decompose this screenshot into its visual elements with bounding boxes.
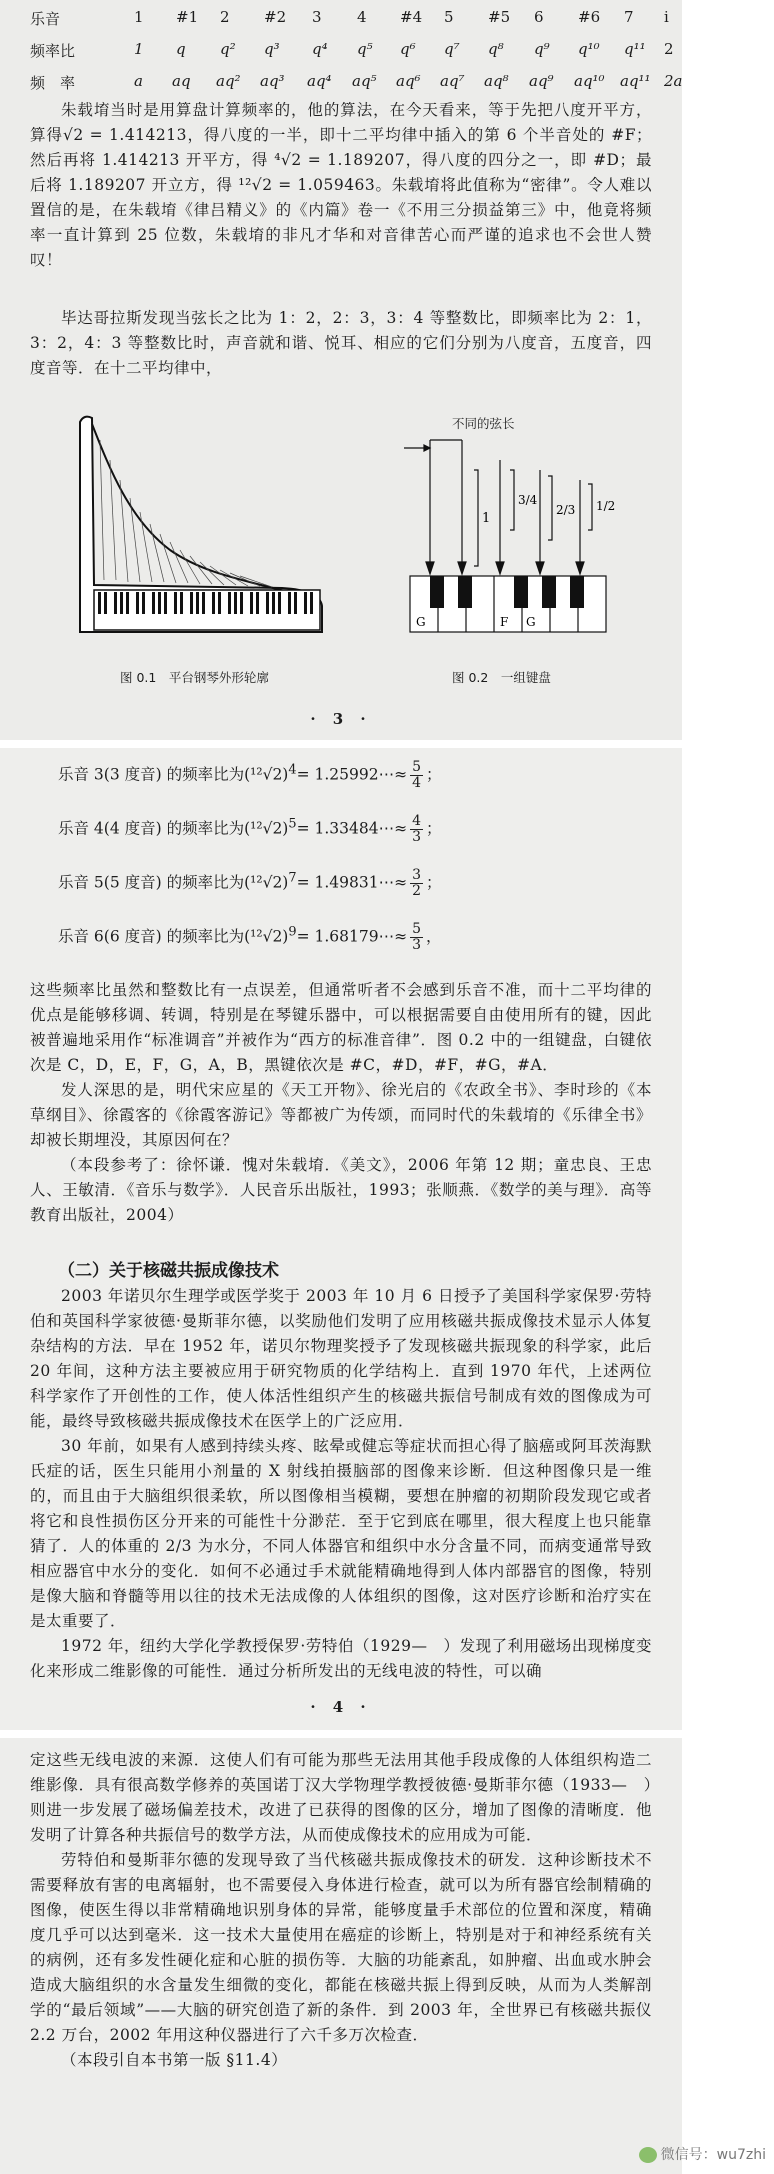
numerator: 3 <box>412 867 421 883</box>
formula-suffix: ； <box>426 819 442 838</box>
paragraph: 劳特伯和曼斯菲尔德的发现导致了当代核磁共振成像技术的研发．这种诊断技术不需要释放有害的电离辐射，也不需要侵入身体进行检查，就可以为所有器官绘制精确的图像，使医生得以非常精确地识别身体的异常，能够度量手术部位的位置和深度，精确度几乎可以达到毫米．这一技术大量使用在癌症的诊断上，特别是对于和神经系统有关的病例，还有多发性硬化症和心脏的损伤等．大脑的功能紊乱，如肿瘤、出血或水肿会造成大脑组织的水含量发生细微的变化，都能在核磁共振上得到反映，从而为人类解剖学的“最后领域”——大脑的研究创造了新的条件．到 2003 年，全世界已有核磁共振仪 2.2 万台，2002 年用这种仪器进行了六千多万次检查． <box>30 1851 652 2044</box>
table-cell: i <box>664 8 669 26</box>
denominator: 2 <box>412 883 421 899</box>
table-cell: aq¹¹ <box>620 72 651 90</box>
ratio-label: 3/4 <box>518 493 538 507</box>
page-5 <box>0 1738 682 2174</box>
formula-line <box>58 922 442 953</box>
figure-caption: 图 0.2 一组键盘 <box>452 670 551 685</box>
paragraph: 1972 年，纽约大学化学教授保罗·劳特伯（1929— ）发现了利用磁场出现梯度变化来形成二维影像的可能性．通过分析所发出的无线电波的特性，可以确 <box>30 1637 652 1680</box>
denominator: 3 <box>412 829 421 845</box>
table-cell: aq² <box>216 72 241 90</box>
table-cell: 4 <box>357 8 367 26</box>
table-cell: q¹⁰ <box>578 40 600 58</box>
table-cell: #6 <box>578 8 601 26</box>
keyboard-figure <box>402 436 662 636</box>
text-block <box>30 1284 652 1684</box>
formula-suffix: ； <box>426 873 442 892</box>
table-cell: 3 <box>312 8 322 26</box>
table-cell: 5 <box>444 8 454 26</box>
paragraph: 发人深思的是，明代宋应星的《天工开物》、徐光启的《农政全书》、李时珍的《本草纲目》、徐霞客的《徐霞客游记》等都被广为传颂，而同时代的朱载堉的《乐律全书》却被长期埋没，其原因何在？ <box>30 1081 652 1149</box>
table-cell: q⁷ <box>444 40 460 58</box>
text-block <box>30 98 652 273</box>
formula-text: 乐音 6(6 度音) 的频率比为(¹²√2) <box>58 927 289 946</box>
page-number: · 4 · <box>310 1698 372 1716</box>
paragraph: 30 年前，如果有人感到持续头疼、眩晕或健忘等症状而担心得了脑癌或阿耳茨海默氏症的话，医生只能用小剂量的 X 射线拍摄脑部的图像来诊断．但这种图像只是一维的，而且由于大脑组织很柔软，所以图像相当模糊，要想在肿瘤的初期阶段发现它或者将它和良性损伤区分开来的可能性十分渺茫．至于它到底在哪里，很大程度上也只能靠猜了．人的体重的 2/3 为水分，不同人体器官和组织中水分含量不同，而病变通常导致相应器官中水分的变化．如何不必通过手术就能精确地得到人体内部器官的图像，特别是像大脑和脊髓等用以往的技术无法成像的人体组织的图像，这对医疗诊断和治疗实在是太重要了． <box>30 1437 652 1630</box>
table-cell: #2 <box>264 8 287 26</box>
table-cell: #5 <box>488 8 511 26</box>
table-cell: aq¹⁰ <box>574 72 605 90</box>
formula-line <box>58 760 442 791</box>
row-label: 乐音 <box>30 10 61 28</box>
table-cell: 2 <box>220 8 230 26</box>
paragraph: （本段引自本书第一版 §11.4） <box>61 2051 288 2069</box>
fraction <box>410 922 423 953</box>
numerator: 5 <box>412 921 421 937</box>
table-cell: q⁶ <box>400 40 416 58</box>
paragraph: 朱载堉当时是用算盘计算频率的，他的算法，在今天看来，等于先把八度开平方，算得√2 = 1.414213，得八度的一半，即十二平均律中插入的第 6 个半音处的 #F；然后再将 1.414213 开平方，得 ⁴√2 = 1.189207，得八度的四分之一，即 #D；最后将 1.189207 开立方，得 ¹²√2 = 1.059463。朱载堉将此值称为“密律”。令人难以置信的是，在朱载堉《律吕精义》的《内篇》卷一《不用三分损益第三》中，他竟将频率一直计算到 25 位数，朱载堉的非凡才华和对音律苦心而严谨的追求也不会世人赞叹！ <box>30 101 652 269</box>
paragraph: 2003 年诺贝尔生理学或医学奖于 2003 年 10 月 6 日授予了美国科学家保罗·劳特伯和英国科学家彼德·曼斯菲尔德，以奖励他们发明了应用核磁共振成像技术显示人体复杂结构的方法．早在 1952 年，诺贝尔物理奖授予了发现核磁共振现象的科学家，此后 20 年间，这种方法主要被应用于研究物质的化学结构上．直到 1970 年代，上述两位科学家作了开创性的工作，使人体活性组织产生的核磁共振信号制成有效的图像成为可能，最终导致核磁共振成像技术在医学上的广泛应用． <box>30 1287 652 1430</box>
fraction <box>410 814 423 845</box>
table-cell: q <box>176 40 186 58</box>
table-cell: 2 <box>664 40 674 58</box>
ratio-label: 1/2 <box>596 499 616 513</box>
wechat-watermark <box>639 2144 766 2164</box>
paragraph: （本段参考了：徐怀谦．愧对朱载堉．《美文》，2006 年第 12 期；童忠良、王忠人、王敏清．《音乐与数学》．人民音乐出版社，1993；张顺燕．《数学的美与理》．高等教育出版社，2004） <box>30 1156 652 1224</box>
table-cell: q⁸ <box>488 40 504 58</box>
key-label: G <box>526 615 536 629</box>
page-number: · 3 · <box>310 710 372 728</box>
row-label: 频 率 <box>30 74 76 92</box>
row-label: 频率比 <box>30 42 76 60</box>
key-label: F <box>500 615 509 629</box>
formula-value: = 1.68179⋯≈ <box>296 927 408 946</box>
formula-suffix: ， <box>426 927 442 946</box>
table-cell: aq⁷ <box>440 72 465 90</box>
fraction <box>410 868 423 899</box>
formula-value: = 1.49831⋯≈ <box>296 873 408 892</box>
table-cell: q² <box>220 40 236 58</box>
formula-text: 乐音 3(3 度音) 的频率比为(¹²√2) <box>58 765 289 784</box>
wechat-icon <box>639 2147 657 2163</box>
text-block <box>30 1748 652 2073</box>
denominator: 3 <box>412 937 421 953</box>
table-cell: #4 <box>400 8 423 26</box>
table-cell: aq⁶ <box>396 72 421 90</box>
formula-exponent: 9 <box>288 924 297 940</box>
table-cell: q⁹ <box>534 40 550 58</box>
fraction <box>410 760 423 791</box>
table-cell: q⁴ <box>312 40 328 58</box>
table-cell: aq³ <box>260 72 285 90</box>
figure-caption: 图 0.1 平台钢琴外形轮廓 <box>120 670 269 685</box>
formula-exponent: 5 <box>288 816 297 832</box>
piano-outline-figure <box>70 410 330 635</box>
table-cell: 1 <box>134 40 144 58</box>
page-3 <box>0 0 682 740</box>
figure-label: 不同的弦长 <box>452 416 515 431</box>
paragraph: 这些频率比虽然和整数比有一点误差，但通常听者不会感到乐音不准，而十二平均律的优点是能够移调、转调，特别是在琴键乐器中，可以根据需要自由使用所有的键，因此被普遍地采用作“标准调音”并被作为“西方的标准音律”．图 0.2 中的一组键盘，白键依次是 C，D，E，F，G，A，B，黑键依次是 #C，#D，#F，#G，#A． <box>30 981 652 1074</box>
table-cell: 1 <box>134 8 144 26</box>
formula-line <box>58 814 442 845</box>
paragraph: 毕达哥拉斯发现当弦长之比为 1：2，2：3，3：4 等整数比，即频率比为 2：1，3：2，4：3 等整数比时，声音就和谐、悦耳、相应的它们分别为八度音，五度音，四度音等．在十二平均律中， <box>30 309 652 377</box>
text-block <box>30 978 652 1228</box>
watermark-text: 微信号：wu7zhi <box>660 2147 766 2163</box>
section-heading: （二）关于核磁共振成像技术 <box>58 1261 279 1281</box>
table-cell: aq⁴ <box>307 72 332 90</box>
formula-line <box>58 868 442 899</box>
key-label: G <box>416 615 426 629</box>
table-cell: aq⁵ <box>352 72 377 90</box>
table-cell: q¹¹ <box>624 40 646 58</box>
denominator: 4 <box>412 775 421 791</box>
formula-text: 乐音 4(4 度音) 的频率比为(¹²√2) <box>58 819 289 838</box>
table-cell: q⁵ <box>357 40 373 58</box>
formula-exponent: 7 <box>288 870 297 886</box>
table-cell: aq⁹ <box>529 72 554 90</box>
table-cell: q³ <box>264 40 280 58</box>
ratio-label: 1 <box>482 511 491 526</box>
page-4 <box>0 748 682 1730</box>
formula-text: 乐音 5(5 度音) 的频率比为(¹²√2) <box>58 873 289 892</box>
table-cell: a <box>134 72 143 90</box>
table-cell: #1 <box>176 8 199 26</box>
formula-value: = 1.33484⋯≈ <box>296 819 408 838</box>
numerator: 4 <box>412 813 421 829</box>
formula-exponent: 4 <box>288 762 297 778</box>
formula-value: = 1.25992⋯≈ <box>296 765 408 784</box>
table-cell: aq⁸ <box>484 72 509 90</box>
table-cell: aq <box>172 72 191 90</box>
numerator: 5 <box>412 759 421 775</box>
table-cell: 7 <box>624 8 634 26</box>
text-block <box>30 306 652 381</box>
paragraph: 定这些无线电波的来源．这使人们有可能为那些无法用其他手段成像的人体组织构造二维影像．具有很高数学修养的英国诺丁汉大学物理学教授彼德·曼斯菲尔德（1933— ）则进一步发展了磁场偏差技术，改进了已获得的图像的区分，增加了图像的清晰度．他发明了计算各种共振信号的数学方法，从而使成像技术的应用成为可能． <box>30 1751 652 1844</box>
table-cell: 6 <box>534 8 544 26</box>
table-cell: 2a <box>664 72 683 90</box>
ratio-label: 2/3 <box>556 503 576 517</box>
formula-suffix: ； <box>426 765 442 784</box>
